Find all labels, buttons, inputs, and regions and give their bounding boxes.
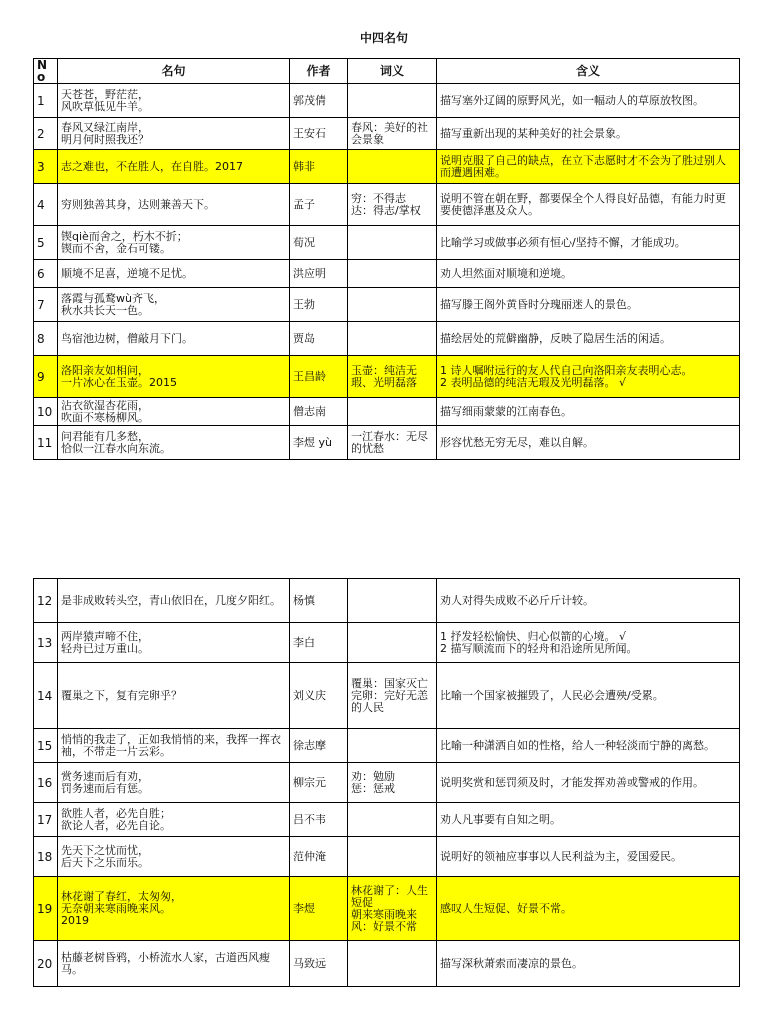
table-row (34, 729, 740, 763)
cell-no: 1 (34, 84, 58, 118)
cell-meaning: 劝人坦然面对顺境和逆境。 (437, 260, 740, 288)
cell-no: 14 (34, 663, 58, 729)
cell-words: 覆巢：国家灭亡 完卵：完好无恙的人民 (348, 663, 437, 729)
cell-author: 吕不韦 (290, 803, 348, 837)
cell-no: 17 (34, 803, 58, 837)
cell-quote: 两岸猿声啼不住， 轻舟已过万重山。 (58, 623, 290, 663)
table-row (34, 118, 740, 150)
cell-quote: 先天下之忧而忧， 后天下之乐而乐。 (58, 837, 290, 877)
cell-meaning: 描写重新出现的某种美好的社会景象。 (437, 118, 740, 150)
cell-quote: 问君能有几多愁， 恰似一江春水向东流。 (58, 426, 290, 460)
cell-words (348, 837, 437, 877)
cell-quote: 覆巢之下，复有完卵乎？ (58, 663, 290, 729)
cell-author: 徐志摩 (290, 729, 348, 763)
page-title: 中四名句 (359, 31, 408, 45)
cell-quote: 顺境不足喜，逆境不足忧。 (58, 260, 290, 288)
quotes-table-bottom (33, 578, 740, 987)
cell-no: 4 (34, 184, 58, 226)
cell-author: 刘义庆 (290, 663, 348, 729)
cell-words (348, 623, 437, 663)
cell-author: 郭茂倩 (290, 84, 348, 118)
cell-no: 9 (34, 356, 58, 398)
cell-quote: 锲qiè而舍之，朽木不折； 锲而不舍，金石可镂。 (58, 226, 290, 260)
cell-meaning: 描写细雨蒙蒙的江南春色。 (437, 398, 740, 426)
cell-author: 马致远 (290, 941, 348, 987)
cell-words: 穷：不得志 达：得志/掌权 (348, 184, 437, 226)
cell-no: 13 (34, 623, 58, 663)
cell-no: 19 (34, 877, 58, 941)
table-row (34, 763, 740, 803)
table-row (34, 288, 740, 322)
cell-words (348, 322, 437, 356)
cell-meaning: 比喻学习或做事必须有恒心/坚持不懈，才能成功。 (437, 226, 740, 260)
cell-quote: 欲胜人者，必先自胜； 欲论人者，必先自论。 (58, 803, 290, 837)
cell-no: 8 (34, 322, 58, 356)
cell-meaning: 比喻一种潇洒自如的性格，给人一种轻淡而宁静的离愁。 (437, 729, 740, 763)
table-row (34, 663, 740, 729)
cell-no: 7 (34, 288, 58, 322)
cell-words: 劝：勉励 惩：惩戒 (348, 763, 437, 803)
table-row (34, 398, 740, 426)
cell-quote: 天苍苍，野茫茫， 风吹草低见牛羊。 (58, 84, 290, 118)
cell-no: 18 (34, 837, 58, 877)
cell-quote: 春风又绿江南岸， 明月何时照我还？ (58, 118, 290, 150)
cell-words: 一江春水：无尽的忧愁 (348, 426, 437, 460)
cell-words (348, 941, 437, 987)
cell-words (348, 150, 437, 184)
cell-meaning: 1 抒发轻松愉快、归心似箭的心境。 √ 2 描写顺流而下的轻舟和沿途所见所闻。 (437, 623, 740, 663)
table-row (34, 426, 740, 460)
table-row (34, 150, 740, 184)
header-quote: 名句 (58, 59, 290, 84)
cell-words (348, 579, 437, 623)
cell-words (348, 260, 437, 288)
cell-meaning: 形容忧愁无穷无尽，难以自解。 (437, 426, 740, 460)
cell-author: 杨慎 (290, 579, 348, 623)
cell-author: 王勃 (290, 288, 348, 322)
cell-quote: 林花谢了春红，太匆匆， 无奈朝来寒雨晚来风。 2019 (58, 877, 290, 941)
table-row (34, 941, 740, 987)
cell-words (348, 729, 437, 763)
cell-quote: 是非成败转头空，青山依旧在，几度夕阳红。 (58, 579, 290, 623)
table-row (34, 84, 740, 118)
cell-words: 玉壶：纯洁无瑕、光明磊落 (348, 356, 437, 398)
cell-author: 韩非 (290, 150, 348, 184)
cell-author: 范仲淹 (290, 837, 348, 877)
cell-words (348, 84, 437, 118)
cell-meaning: 劝人凡事要有自知之明。 (437, 803, 740, 837)
cell-author: 王安石 (290, 118, 348, 150)
cell-words: 林花谢了：人生短促 朝来寒雨晚来风：好景不常 (348, 877, 437, 941)
table-row (34, 260, 740, 288)
cell-meaning: 描写深秋萧索而凄凉的景色。 (437, 941, 740, 987)
header-author: 作者 (290, 59, 348, 84)
cell-no: 2 (34, 118, 58, 150)
cell-meaning: 感叹人生短促、好景不常。 (437, 877, 740, 941)
quotes-table-top (33, 58, 740, 460)
cell-quote: 枯藤老树昏鸦，小桥流水人家，古道西风瘦马。 (58, 941, 290, 987)
cell-no: 5 (34, 226, 58, 260)
cell-meaning: 说明不管在朝在野，都要保全个人得良好品德，有能力时更要使德泽惠及众人。 (437, 184, 740, 226)
cell-no: 10 (34, 398, 58, 426)
cell-meaning: 说明克服了自己的缺点，在立下志愿时才不会为了胜过别人而遭遇困难。 (437, 150, 740, 184)
cell-author: 荀况 (290, 226, 348, 260)
cell-author: 孟子 (290, 184, 348, 226)
cell-quote: 穷则独善其身，达则兼善天下。 (58, 184, 290, 226)
table-row (34, 579, 740, 623)
table-row (34, 623, 740, 663)
table-row (34, 803, 740, 837)
cell-meaning: 描写滕王阁外黄昏时分瑰丽迷人的景色。 (437, 288, 740, 322)
cell-quote: 志之难也，不在胜人，在自胜。2017 (58, 150, 290, 184)
header-no: No (34, 59, 58, 84)
cell-author: 僧志南 (290, 398, 348, 426)
cell-quote: 赏务速而后有劝， 罚务速而后有惩。 (58, 763, 290, 803)
cell-words (348, 226, 437, 260)
table-row (34, 877, 740, 941)
cell-meaning: 描绘居处的荒僻幽静，反映了隐居生活的闲适。 (437, 322, 740, 356)
cell-meaning: 比喻一个国家被摧毁了，人民必会遭殃/受累。 (437, 663, 740, 729)
table-row (34, 322, 740, 356)
cell-no: 11 (34, 426, 58, 460)
cell-words (348, 398, 437, 426)
cell-author: 柳宗元 (290, 763, 348, 803)
cell-no: 3 (34, 150, 58, 184)
cell-words (348, 288, 437, 322)
cell-meaning: 说明奖赏和惩罚须及时，才能发挥劝善或警戒的作用。 (437, 763, 740, 803)
cell-no: 6 (34, 260, 58, 288)
header-meaning: 含义 (437, 59, 740, 84)
cell-meaning: 描写塞外辽阔的原野风光，如一幅动人的草原放牧图。 (437, 84, 740, 118)
cell-no: 16 (34, 763, 58, 803)
cell-quote: 悄悄的我走了，正如我悄悄的来，我挥一挥衣袖，不带走一片云彩。 (58, 729, 290, 763)
cell-author: 李白 (290, 623, 348, 663)
cell-no: 15 (34, 729, 58, 763)
cell-no: 20 (34, 941, 58, 987)
cell-meaning: 1 诗人嘱咐远行的友人代自己向洛阳亲友表明心志。 2 表明品德的纯洁无瑕及光明磊落。 √ (437, 356, 740, 398)
cell-quote: 洛阳亲友如相问， 一片冰心在玉壶。2015 (58, 356, 290, 398)
cell-quote: 落霞与孤鹜wù齐飞， 秋水共长天一色。 (58, 288, 290, 322)
table-row (34, 184, 740, 226)
cell-author: 王昌龄 (290, 356, 348, 398)
cell-quote: 鸟宿池边树，僧敲月下门。 (58, 322, 290, 356)
cell-meaning: 劝人对得失成败不必斤斤计较。 (437, 579, 740, 623)
cell-meaning: 说明好的领袖应事事以人民利益为主，爱国爱民。 (437, 837, 740, 877)
cell-words: 春风：美好的社会景象 (348, 118, 437, 150)
cell-author: 洪应明 (290, 260, 348, 288)
table-row (34, 837, 740, 877)
cell-author: 贾岛 (290, 322, 348, 356)
table-row (34, 226, 740, 260)
cell-author: 李煜 (290, 877, 348, 941)
cell-quote: 沾衣欲湿杏花雨， 吹面不寒杨柳风。 (58, 398, 290, 426)
header-words: 词义 (348, 59, 437, 84)
cell-author: 李煜 yù (290, 426, 348, 460)
cell-no: 12 (34, 579, 58, 623)
cell-words (348, 803, 437, 837)
table-row (34, 356, 740, 398)
table-header-row (34, 59, 740, 84)
